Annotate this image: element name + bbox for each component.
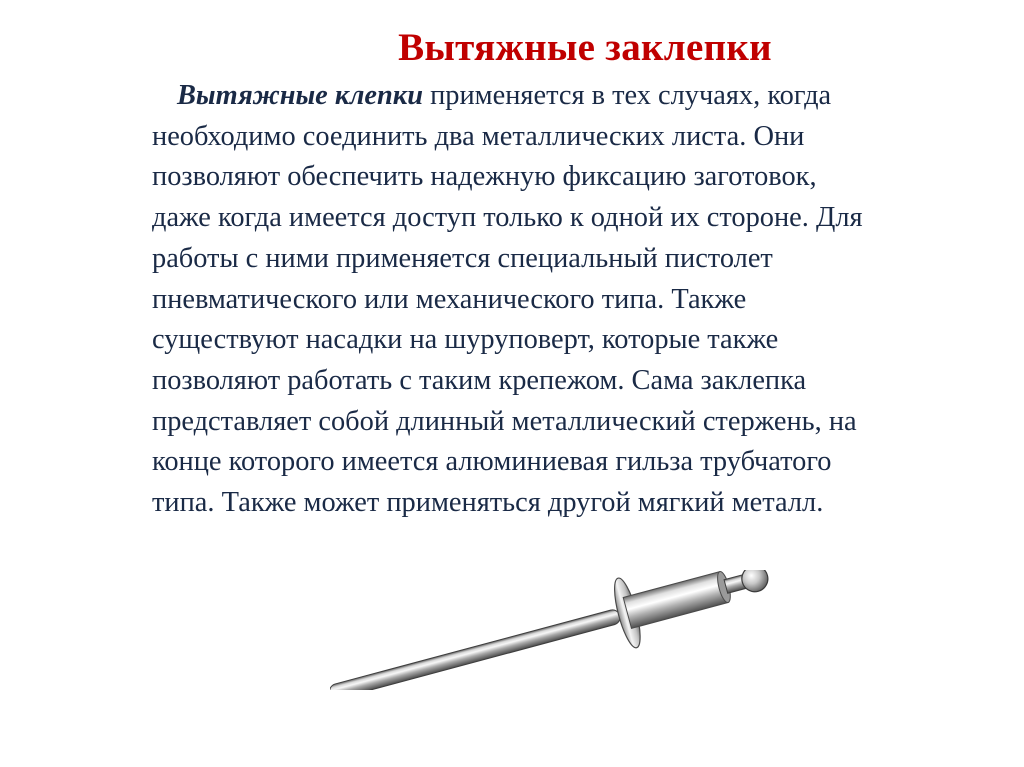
paragraph-line-3: позволяют обеспечить надежную фиксацию заготовок, [152, 161, 817, 193]
paragraph-line-1: применяется в тех случаях, когда [422, 80, 832, 111]
paragraph-line-4: даже когда имеется доступ только к одной их стороне. Для [152, 202, 863, 234]
paragraph-line-2: необходимо соединить два металлических листа. Они [152, 120, 805, 152]
rivet-mandrel [330, 608, 622, 690]
paragraph-line-6: пневматического или механического типа. Также [152, 283, 747, 315]
slide-paragraph [152, 76, 1012, 524]
slide-title: Вытяжные заклепки [398, 26, 772, 69]
rivet-mandrel-head [739, 570, 771, 595]
paragraph-line-8: позволяют работать с таким крепежом. Сама заклепка [152, 364, 807, 396]
paragraph-lead-term: Вытяжные клепки [177, 80, 423, 111]
paragraph-line-11: типа. Также может применяться другой мягкий металл. [152, 487, 824, 519]
paragraph-line-10: конце которого имеется алюминиевая гильза трубчатого [152, 446, 832, 478]
paragraph-line-9: представляет собой длинный металлический стержень, на [152, 405, 857, 437]
blind-rivet-image [330, 570, 790, 690]
paragraph-line-7: существуют насадки на шуруповерт, которые также [152, 324, 779, 356]
paragraph-line-5: работы с ними применяется специальный пистолет [152, 242, 773, 274]
rivet-sleeve [623, 572, 728, 629]
